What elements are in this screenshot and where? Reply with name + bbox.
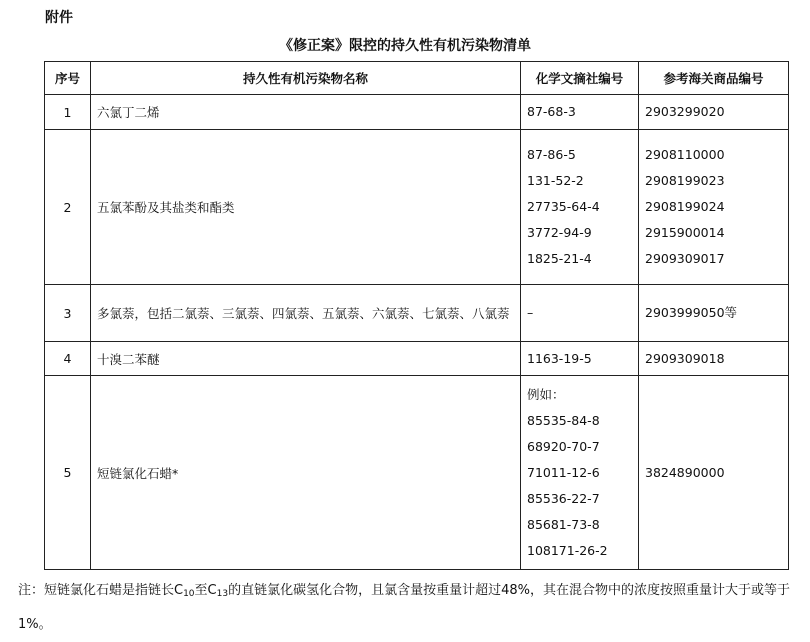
cas-number: 68920-70-7 [527,438,600,454]
header-cas: 化学文摘社编号 [521,62,639,95]
cas-number: – [527,305,534,320]
row-no: 5 [45,376,91,570]
footnote-suffix: 的直链氯化碳氢化合物，且氯含量按重量计超过48%，其在混合物中的浓度按照重量计大于或等于1%。 [18,583,790,632]
cas-number: 108171-26-2 [527,542,608,558]
row-no: 1 [45,95,91,130]
row-no: 3 [45,285,91,342]
cas-number: 85535-84-8 [527,412,600,428]
hs-code: 2909309017 [645,251,725,266]
cas-number: 87-86-5 [527,147,576,162]
table-header-row [45,62,789,95]
row-no: 4 [45,342,91,376]
cas-number: 1825-21-4 [527,251,592,266]
hs-code: 2908199024 [645,199,725,214]
footnote-subscript-13: 13 [216,589,229,599]
header-name: 持久性有机污染物名称 [91,62,521,95]
row-name: 五氯苯酚及其盐类和酯类 [91,130,521,285]
pollutant-table [44,61,789,570]
table-row [45,130,789,285]
row-cas [521,342,639,376]
table-row [45,342,789,376]
footnote [18,574,804,642]
hs-code: 2908110000 [645,147,725,162]
row-name: 六氯丁二烯 [91,95,521,130]
row-cas [521,285,639,342]
attachment-label: 附件 [45,10,73,26]
table-row [45,376,789,570]
row-hs [639,285,789,342]
row-hs [639,376,789,570]
cas-number: 85536-22-7 [527,490,600,506]
cas-number: 1163-19-5 [527,350,592,366]
header-no: 序号 [45,62,91,95]
row-no: 2 [45,130,91,285]
hs-code: 2903999050等 [645,305,738,320]
cas-number: 71011-12-6 [527,464,600,480]
hs-code: 2915900014 [645,225,725,240]
row-name: 十溴二苯醚 [91,342,521,376]
hs-code: 3824890000 [645,464,725,480]
row-hs [639,95,789,130]
cas-number: 85681-73-8 [527,516,600,532]
hs-code: 2908199023 [645,173,725,188]
row-hs [639,130,789,285]
footnote-prefix: 注：短链氯化石蜡是指链长C [18,583,184,598]
cas-number: 3772-94-9 [527,225,592,240]
footnote-subscript-10: 10 [183,589,195,599]
hs-code: 2903299020 [645,104,725,119]
hs-code: 2909309018 [645,350,725,366]
cas-number: 131-52-2 [527,173,584,188]
header-hs: 参考海关商品编号 [639,62,789,95]
row-name: 多氯萘，包括二氯萘、三氯萘、四氯萘、五氯萘、六氯萘、七氯萘、八氯萘 [91,285,521,342]
cas-label: 例如： [527,386,565,402]
footnote-mid: 至C [194,583,217,598]
cas-number: 87-68-3 [527,104,576,119]
table-row [45,285,789,342]
row-name: 短链氯化石蜡* [91,376,521,570]
cas-number: 27735-64-4 [527,199,600,214]
row-cas [521,130,639,285]
row-cas [521,95,639,130]
row-cas [521,376,639,570]
table-row [45,95,789,130]
document-title: 《修正案》限控的持久性有机污染物清单 [279,38,531,54]
row-hs [639,342,789,376]
